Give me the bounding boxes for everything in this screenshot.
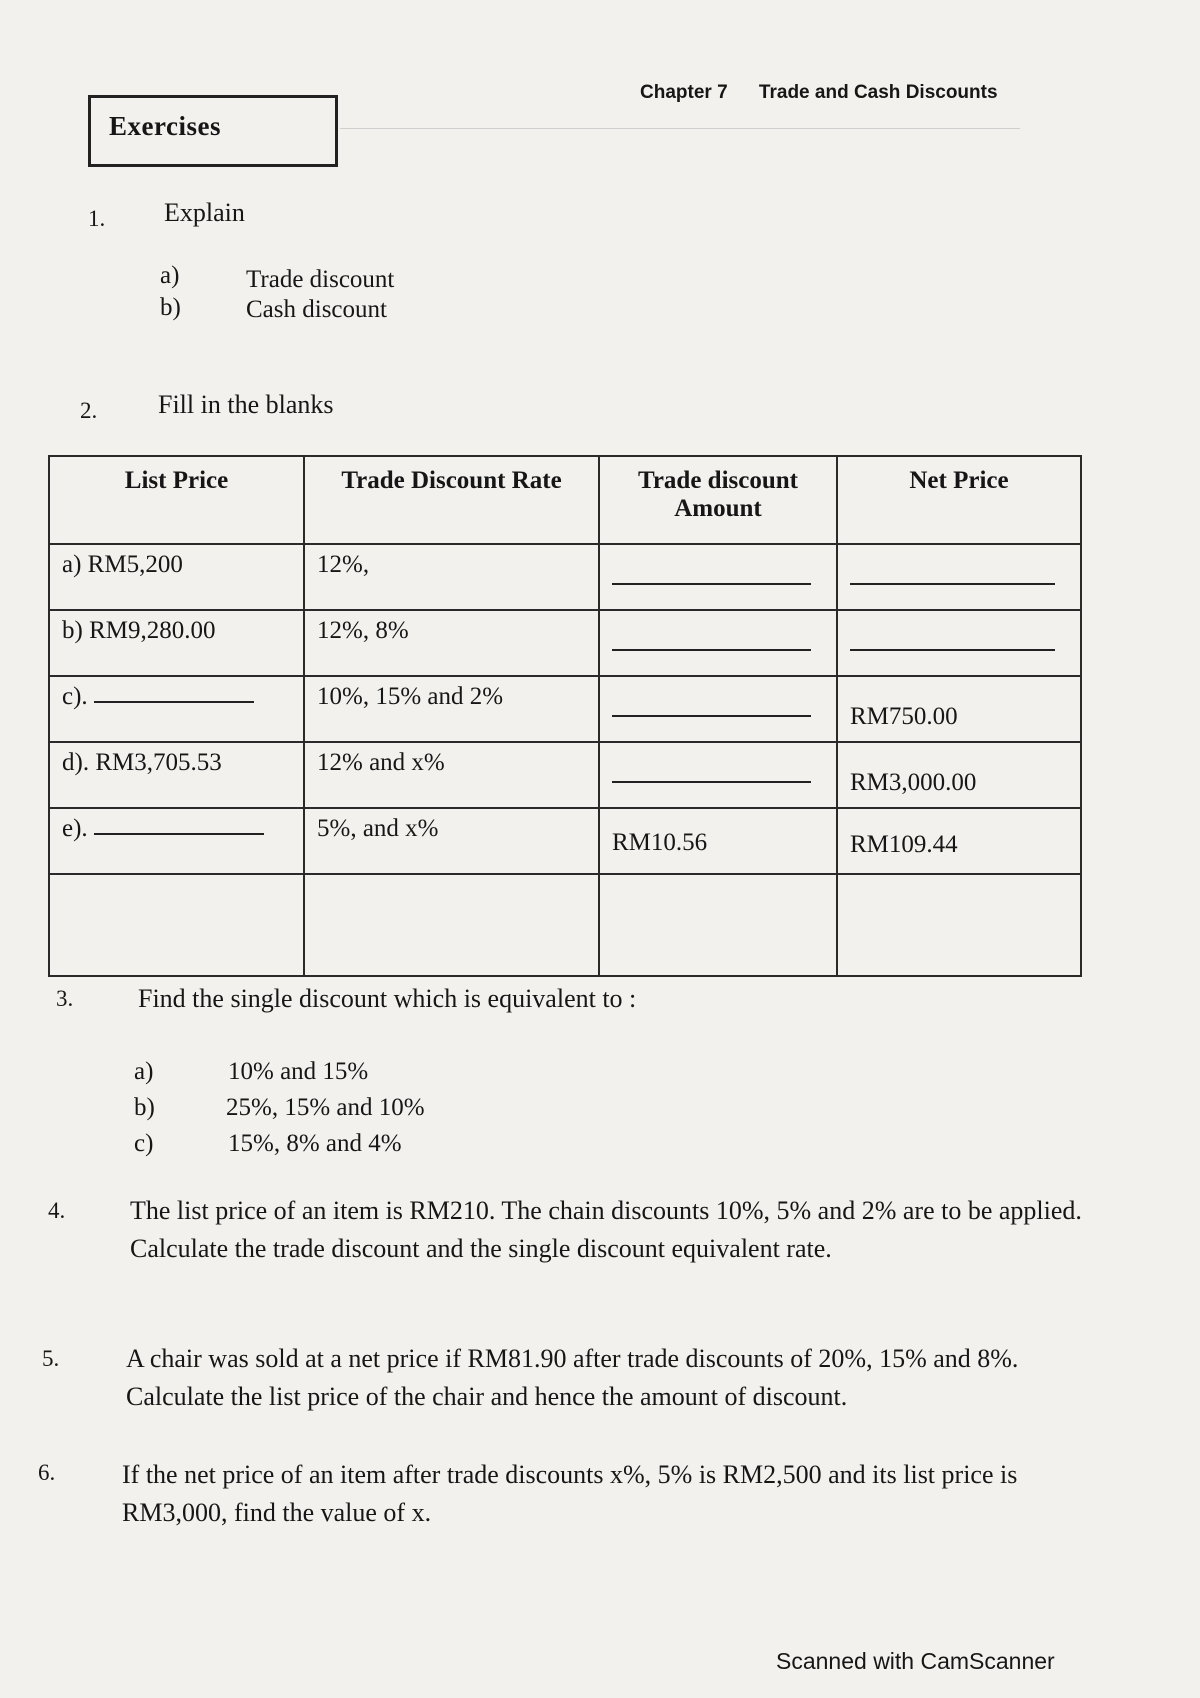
header-list-price: List Price <box>49 456 304 544</box>
cell-net-blank <box>837 610 1081 676</box>
exercises-title: Exercises <box>109 111 221 141</box>
cell-rate: 5%, and x% <box>304 808 599 874</box>
net-value: RM3,000.00 <box>850 769 977 796</box>
q6-number: 6. <box>38 1460 56 1485</box>
empty-cell <box>49 874 304 976</box>
q6-text: If the net price of an item after trade discounts x%, 5% is RM2,500 and its list price is RM3,000, find the value of x. <box>122 1460 1018 1527</box>
net-value: RM750.00 <box>850 703 958 730</box>
cell-amount-blank <box>599 742 837 808</box>
q5-text: A chair was sold at a net price if RM81.90 after trade discounts of 20%, 15% and 8%. Calculate the list price of the chair and hence the amount of discount. <box>126 1344 1019 1411</box>
cell-amount-blank <box>599 610 837 676</box>
q1-prompt: Explain <box>164 198 245 227</box>
header-trade-discount-rate: Trade Discount Rate <box>304 456 599 544</box>
cell-rate: 10%, 15% and 2% <box>304 676 599 742</box>
q2-prompt: Fill in the blanks <box>158 390 334 419</box>
cell-net <box>837 676 1081 742</box>
table-row <box>49 610 1081 676</box>
q3-number: 3. <box>56 986 74 1011</box>
q1-item-b-label: b) <box>160 294 181 321</box>
answer-blank <box>850 581 1055 585</box>
q1-number: 1. <box>88 206 106 231</box>
table-row <box>49 742 1081 808</box>
q3-item-a-label: a) <box>134 1058 154 1085</box>
answer-blank <box>612 713 811 717</box>
answer-blank <box>850 647 1055 651</box>
header-divider <box>340 128 1020 129</box>
q4-number: 4. <box>48 1198 66 1223</box>
cell-amount <box>599 808 837 874</box>
empty-cell <box>837 874 1081 976</box>
chapter-title: Trade and Cash Discounts <box>758 82 998 103</box>
net-value: RM109.44 <box>850 831 958 858</box>
table-row <box>49 808 1081 874</box>
table-row <box>49 544 1081 610</box>
cell-net <box>837 742 1081 808</box>
cell-list-price <box>49 808 304 874</box>
table-header-row <box>49 456 1081 544</box>
page-header <box>640 82 998 104</box>
q3-prompt: Find the single discount which is equivalent to : <box>138 984 637 1013</box>
cell-net <box>837 808 1081 874</box>
q5-number: 5. <box>42 1346 60 1371</box>
q3-item-a-text: 10% and 15% <box>228 1058 369 1085</box>
q4-text: The list price of an item is RM210. The chain discounts 10%, 5% and 2% are to be applied. Calculate the trade discount and the single discount equivalent rate. <box>130 1196 1082 1263</box>
table-row <box>49 676 1081 742</box>
empty-cell <box>599 874 837 976</box>
discount-table <box>48 455 1082 977</box>
answer-blank <box>612 779 811 783</box>
header-trade-discount-amount: Trade discount Amount <box>599 456 837 544</box>
answer-blank <box>94 699 254 703</box>
exercises-title-box <box>88 95 338 167</box>
answer-blank <box>94 831 264 835</box>
cell-list-price: d). RM3,705.53 <box>49 742 304 808</box>
q3-item-b-text: 25%, 15% and 10% <box>226 1094 425 1121</box>
empty-cell <box>304 874 599 976</box>
q2-number: 2. <box>80 398 98 423</box>
amount-value: RM10.56 <box>612 829 708 856</box>
q1-item-b-text: Cash discount <box>246 296 387 323</box>
chapter-label: Chapter 7 <box>640 82 728 103</box>
cell-amount-blank <box>599 544 837 610</box>
cell-net-blank <box>837 544 1081 610</box>
q1-item-a-label: a) <box>160 262 180 289</box>
cell-list-price: a) RM5,200 <box>49 544 304 610</box>
q1-item-a-text: Trade discount <box>246 266 395 293</box>
q3-item-b-label: b) <box>134 1094 155 1121</box>
q3-item-c-text: 15%, 8% and 4% <box>228 1130 402 1157</box>
table-empty-row <box>49 874 1081 976</box>
row-label: c). <box>62 683 88 710</box>
cell-rate: 12% and x% <box>304 742 599 808</box>
row-label: e). <box>62 815 88 842</box>
answer-blank <box>612 647 811 651</box>
answer-blank <box>612 581 811 585</box>
cell-list-price <box>49 676 304 742</box>
cell-list-price: b) RM9,280.00 <box>49 610 304 676</box>
q3-item-c-label: c) <box>134 1130 154 1157</box>
cell-rate: 12%, <box>304 544 599 610</box>
cell-rate: 12%, 8% <box>304 610 599 676</box>
cell-amount-blank <box>599 676 837 742</box>
header-net-price: Net Price <box>837 456 1081 544</box>
scanner-watermark: Scanned with CamScanner <box>776 1648 1055 1674</box>
